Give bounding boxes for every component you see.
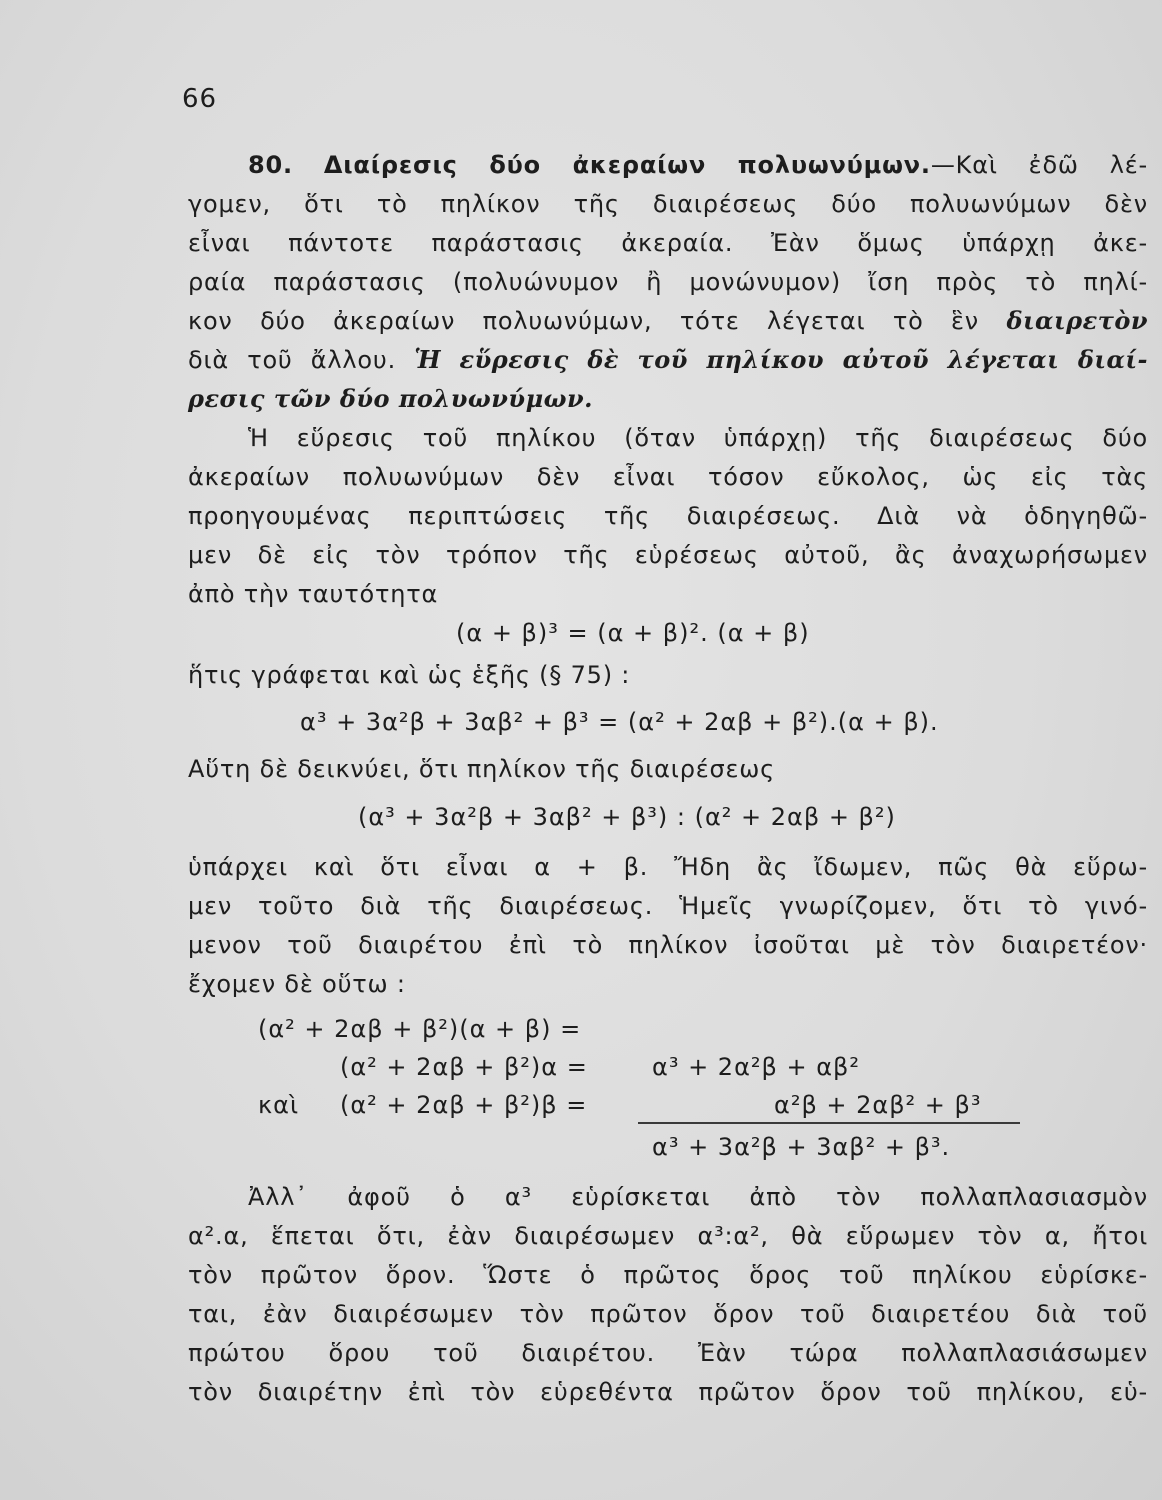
- equation-division: (α³ + 3α²β + 3αβ² + β³) : (α² + 2αβ + β²): [358, 803, 896, 831]
- text-after-equation1: ἥτις γράφεται καὶ ὡς ἑξῆς (§ 75) :: [188, 661, 631, 689]
- paragraph1-line2: γομεν, ὅτι τὸ πηλίκον τῆς διαιρέσεως δύο πολυωνύμων δὲν: [188, 190, 1148, 218]
- equation-expanded: α³ + 3α²β + 3αβ² + β³ = (α² + 2αβ + β²).(α + β).: [300, 708, 939, 736]
- paragraph4-line1: Ἀλλ᾿ ἀφοῦ ὁ α³ εὑρίσκεται ἀπὸ τὸν πολλαπλασιασμὸν: [248, 1183, 1148, 1211]
- paragraph1-line5: [188, 304, 1148, 338]
- paragraph1-line6-text: διὰ τοῦ ἄλλου.: [188, 346, 397, 374]
- page-number: 66: [182, 84, 218, 114]
- paragraph3-line1: ὑπάρχει καὶ ὅτι εἶναι α + β. Ἤδη ἂς ἴδωμεν, πῶς θὰ εὕρω-: [188, 853, 1148, 881]
- calc-row1-left: (α² + 2αβ + β²)(α + β) =: [258, 1015, 582, 1043]
- paragraph1-line4: ραία παράστασις (πολυώνυμον ἢ μονώνυμον) ἴση πρὸς τὸ πηλί-: [188, 268, 1148, 296]
- equation-identity: (α + β)³ = (α + β)². (α + β): [456, 619, 810, 647]
- paragraph1-line5-text: κον δύο ἀκεραίων πολυωνύμων, τότε λέγεται τὸ ἓν: [188, 307, 979, 335]
- paragraph3-line2: μεν τοῦτο διὰ τῆς διαιρέσεως. Ἡμεῖς γνωρίζομεν, ὅτι τὸ γινό-: [188, 892, 1148, 920]
- paragraph3-line3: μενον τοῦ διαιρέτου ἐπὶ τὸ πηλίκον ἰσοῦται μὲ τὸν διαιρετέον·: [188, 931, 1148, 959]
- calc-sum: α³ + 3α²β + 3αβ² + β³.: [652, 1133, 951, 1161]
- definition-text-end: ρεσις τῶν δύο πολυωνύμων.: [188, 384, 593, 413]
- paragraph2-line5: ἀπὸ τὴν ταυτότητα: [188, 580, 439, 608]
- paragraph2-line2: ἀκεραίων πολυωνύμων δὲν εἶναι τόσον εὔκολος, ὡς εἰς τὰς: [188, 463, 1148, 491]
- paragraph1-line3: εἶναι πάντοτε παράστασις ἀκεραία. Ἐὰν ὅμως ὑπάρχῃ ἀκε-: [188, 229, 1148, 257]
- calc-row2-right: α³ + 2α²β + αβ²: [652, 1053, 860, 1081]
- term-divisible: διαιρετὸν: [1006, 306, 1148, 335]
- paragraph2-line1: Ἡ εὕρεσις τοῦ πηλίκου (ὅταν ὑπάρχῃ) τῆς διαιρέσεως δύο: [248, 424, 1148, 452]
- calc-row3-left: (α² + 2αβ + β²)β =: [340, 1091, 588, 1119]
- section-title: Διαίρεσις δύο ἀκεραίων πολυωνύμων.: [323, 151, 931, 179]
- paragraph4-line4: ται, ἐὰν διαιρέσωμεν τὸν πρῶτον ὅρον τοῦ διαιρετέου διὰ τοῦ: [188, 1300, 1148, 1328]
- paragraph4-line3: τὸν πρῶτον ὅρον. Ὥστε ὁ πρῶτος ὅρος τοῦ πηλίκου εὑρίσκε-: [188, 1261, 1148, 1289]
- section-heading-line: [248, 148, 1148, 182]
- paragraph2-line3: προηγουμένας περιπτώσεις τῆς διαιρέσεως. Διὰ νὰ ὁδηγηθῶ-: [188, 502, 1148, 530]
- paragraph2-line4: μεν δὲ εἰς τὸν τρόπον τῆς εὑρέσεως αὐτοῦ, ἂς ἀναχωρήσωμεν: [188, 541, 1148, 569]
- calc-row3-prefix: καὶ: [258, 1091, 300, 1119]
- section-dash: —: [930, 151, 956, 179]
- section-number: 80.: [248, 151, 293, 179]
- paragraph1-line7: [188, 382, 1148, 416]
- paragraph1-line1: Καὶ ἐδῶ λέ-: [955, 151, 1149, 179]
- sum-rule-line: [638, 1122, 1020, 1124]
- text-after-equation2: Αὕτη δὲ δεικνύει, ὅτι πηλίκον τῆς διαιρέσεως: [188, 755, 776, 783]
- paragraph3-line4: ἔχομεν δὲ οὕτω :: [188, 970, 406, 998]
- definition-text: Ἡ εὕρεσις δὲ τοῦ πηλίκου αὐτοῦ λέγεται διαί-: [414, 345, 1149, 374]
- calc-row2-left: (α² + 2αβ + β²)α =: [340, 1053, 588, 1081]
- paragraph4-line2: α².α, ἕπεται ὅτι, ἐὰν διαιρέσωμεν α³:α², θὰ εὕρωμεν τὸν α, ἤτοι: [188, 1222, 1148, 1250]
- paragraph4-line6: τὸν διαιρέτην ἐπὶ τὸν εὑρεθέντα πρῶτον ὅρον τοῦ πηλίκου, εὑ-: [188, 1378, 1148, 1406]
- calc-row3-right: α²β + 2αβ² + β³: [774, 1091, 982, 1119]
- paragraph1-line6: [188, 343, 1148, 377]
- paragraph4-line5: πρώτου ὅρου τοῦ διαιρέτου. Ἐὰν τώρα πολλαπλασιάσωμεν: [188, 1339, 1148, 1367]
